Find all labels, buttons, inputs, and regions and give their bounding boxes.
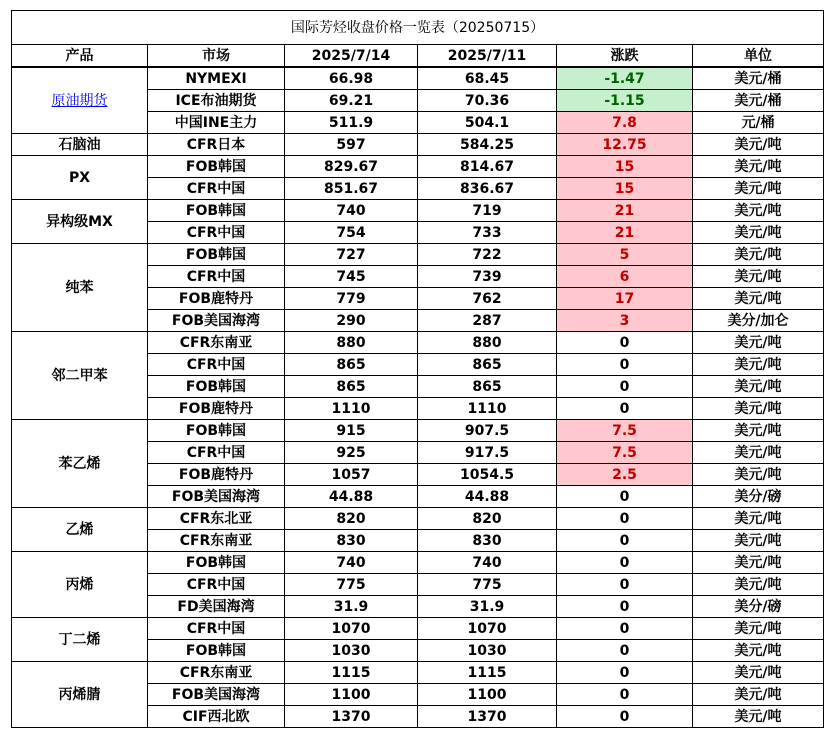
change-cell: 0 [557,552,693,574]
table-row [12,618,824,640]
price-date-2-cell: 68.45 [418,67,557,90]
market-cell: FOB鹿特丹 [148,464,285,486]
change-cell: 7.8 [557,112,693,134]
header-unit: 单位 [693,45,824,68]
price-date-2-cell: 1110 [418,398,557,420]
market-cell: FOB韩国 [148,376,285,398]
price-date-2-cell: 733 [418,222,557,244]
unit-cell: 美元/吨 [693,640,824,662]
header-date-2: 2025/7/11 [418,45,557,68]
price-date-1-cell: 727 [285,244,418,266]
price-date-1-cell: 925 [285,442,418,464]
unit-cell: 美元/吨 [693,332,824,354]
price-date-2-cell: 31.9 [418,596,557,618]
price-date-1-cell: 745 [285,266,418,288]
header-product: 产品 [12,45,148,68]
market-cell: FOB韩国 [148,640,285,662]
unit-cell: 美元/吨 [693,574,824,596]
price-date-2-cell: 722 [418,244,557,266]
change-cell: 0 [557,354,693,376]
price-date-1-cell: 829.67 [285,156,418,178]
change-cell: 0 [557,398,693,420]
change-cell: 0 [557,618,693,640]
market-cell: CFR中国 [148,618,285,640]
unit-cell: 美元/吨 [693,200,824,222]
price-date-1-cell: 511.9 [285,112,418,134]
market-cell: CFR东北亚 [148,508,285,530]
unit-cell: 美元/吨 [693,530,824,552]
price-date-2-cell: 584.25 [418,134,557,156]
market-cell: CFR中国 [148,354,285,376]
unit-cell: 美元/吨 [693,288,824,310]
price-date-2-cell: 907.5 [418,420,557,442]
price-date-2-cell: 44.88 [418,486,557,508]
change-cell: 0 [557,376,693,398]
market-cell: FOB韩国 [148,156,285,178]
unit-cell: 美元/桶 [693,67,824,90]
price-date-2-cell: 836.67 [418,178,557,200]
price-date-1-cell: 820 [285,508,418,530]
unit-cell: 美元/吨 [693,244,824,266]
table-row [12,134,824,156]
unit-cell: 美元/吨 [693,684,824,706]
product-cell: 乙烯 [12,508,148,552]
change-cell: 0 [557,332,693,354]
header-date-1: 2025/7/14 [285,45,418,68]
market-cell: CFR中国 [148,222,285,244]
market-cell: FOB韩国 [148,552,285,574]
market-cell: FOB韩国 [148,244,285,266]
market-cell: CFR东南亚 [148,530,285,552]
table-row [12,156,824,178]
price-date-1-cell: 1370 [285,706,418,728]
product-cell[interactable] [12,67,148,134]
unit-cell: 美元/吨 [693,706,824,728]
price-date-1-cell: 775 [285,574,418,596]
unit-cell: 美元/吨 [693,662,824,684]
price-date-2-cell: 719 [418,200,557,222]
unit-cell: 美元/吨 [693,398,824,420]
price-date-1-cell: 851.67 [285,178,418,200]
header-change: 涨跌 [557,45,693,68]
price-date-1-cell: 779 [285,288,418,310]
market-cell: FOB美国海湾 [148,684,285,706]
price-date-1-cell: 597 [285,134,418,156]
price-date-1-cell: 740 [285,200,418,222]
unit-cell: 美元/吨 [693,354,824,376]
market-cell: FOB鹿特丹 [148,398,285,420]
change-cell: 0 [557,684,693,706]
price-date-1-cell: 915 [285,420,418,442]
price-date-1-cell: 865 [285,376,418,398]
table-row [12,420,824,442]
product-cell: 丁二烯 [12,618,148,662]
table-row [12,552,824,574]
market-cell: CFR东南亚 [148,332,285,354]
unit-cell: 美元/吨 [693,222,824,244]
price-date-2-cell: 739 [418,266,557,288]
price-date-2-cell: 1054.5 [418,464,557,486]
price-date-2-cell: 504.1 [418,112,557,134]
unit-cell: 美元/吨 [693,178,824,200]
product-cell: 苯乙烯 [12,420,148,508]
price-date-1-cell: 1070 [285,618,418,640]
price-date-2-cell: 1115 [418,662,557,684]
price-date-1-cell: 66.98 [285,67,418,90]
table-row [12,332,824,354]
price-date-1-cell: 44.88 [285,486,418,508]
product-cell: PX [12,156,148,200]
price-date-1-cell: 865 [285,354,418,376]
market-cell: FOB鹿特丹 [148,288,285,310]
change-cell: 0 [557,486,693,508]
price-date-1-cell: 740 [285,552,418,574]
unit-cell: 美元/吨 [693,420,824,442]
market-cell: CFR中国 [148,442,285,464]
change-cell: 21 [557,222,693,244]
price-date-1-cell: 1110 [285,398,418,420]
change-cell: 2.5 [557,464,693,486]
change-cell: 0 [557,662,693,684]
unit-cell: 美元/吨 [693,464,824,486]
market-cell: CFR中国 [148,266,285,288]
market-cell: CFR日本 [148,134,285,156]
change-cell: 17 [557,288,693,310]
change-cell: 5 [557,244,693,266]
price-date-2-cell: 917.5 [418,442,557,464]
price-date-1-cell: 1100 [285,684,418,706]
price-date-2-cell: 762 [418,288,557,310]
market-cell: FOB韩国 [148,420,285,442]
price-date-1-cell: 880 [285,332,418,354]
change-cell: 21 [557,200,693,222]
unit-cell: 美元/吨 [693,552,824,574]
price-date-1-cell: 69.21 [285,90,418,112]
change-cell: 15 [557,156,693,178]
price-date-2-cell: 1030 [418,640,557,662]
market-cell: CFR中国 [148,574,285,596]
change-cell: 0 [557,640,693,662]
product-cell: 异构级MX [12,200,148,244]
table-row [12,244,824,266]
unit-cell: 美元/桶 [693,90,824,112]
change-cell: 0 [557,706,693,728]
market-cell: 中国INE主力 [148,112,285,134]
price-date-2-cell: 1070 [418,618,557,640]
price-date-2-cell: 775 [418,574,557,596]
market-cell: FOB美国海湾 [148,310,285,332]
unit-cell: 美元/吨 [693,618,824,640]
price-date-1-cell: 754 [285,222,418,244]
price-date-2-cell: 820 [418,508,557,530]
unit-cell: 美分/磅 [693,486,824,508]
table-row [12,67,824,90]
change-cell: 7.5 [557,442,693,464]
market-cell: ICE布油期货 [148,90,285,112]
unit-cell: 美元/吨 [693,508,824,530]
change-cell: 0 [557,596,693,618]
change-cell: 6 [557,266,693,288]
change-cell: 0 [557,574,693,596]
product-cell: 丙烯 [12,552,148,618]
unit-cell: 美元/吨 [693,156,824,178]
change-cell: 7.5 [557,420,693,442]
price-date-2-cell: 865 [418,354,557,376]
change-cell: 12.75 [557,134,693,156]
price-date-2-cell: 865 [418,376,557,398]
table-row [12,662,824,684]
price-date-1-cell: 1030 [285,640,418,662]
table-row [12,200,824,222]
price-date-1-cell: 1115 [285,662,418,684]
price-date-1-cell: 1057 [285,464,418,486]
change-cell: 0 [557,508,693,530]
product-cell: 石脑油 [12,134,148,156]
price-date-2-cell: 880 [418,332,557,354]
market-cell: CFR中国 [148,178,285,200]
change-cell: 0 [557,530,693,552]
table-row [12,508,824,530]
header-market: 市场 [148,45,285,68]
unit-cell: 美元/吨 [693,266,824,288]
change-cell: -1.47 [557,67,693,90]
product-cell: 邻二甲苯 [12,332,148,420]
change-cell: 15 [557,178,693,200]
unit-cell: 美元/吨 [693,376,824,398]
change-cell: 3 [557,310,693,332]
price-date-2-cell: 70.36 [418,90,557,112]
price-date-2-cell: 287 [418,310,557,332]
price-date-1-cell: 31.9 [285,596,418,618]
unit-cell: 美元/吨 [693,134,824,156]
market-cell: FOB美国海湾 [148,486,285,508]
market-cell: FOB韩国 [148,200,285,222]
product-link[interactable]: 原油期货 [51,92,108,109]
unit-cell: 元/桶 [693,112,824,134]
price-table [11,10,824,728]
product-cell: 丙烯腈 [12,662,148,728]
price-date-2-cell: 1370 [418,706,557,728]
price-date-2-cell: 740 [418,552,557,574]
product-cell: 纯苯 [12,244,148,332]
price-date-2-cell: 1100 [418,684,557,706]
price-date-2-cell: 830 [418,530,557,552]
change-cell: -1.15 [557,90,693,112]
price-date-2-cell: 814.67 [418,156,557,178]
unit-cell: 美分/加仑 [693,310,824,332]
market-cell: FD美国海湾 [148,596,285,618]
table-title: 国际芳烃收盘价格一览表（20250715） [12,11,824,45]
market-cell: CFR东南亚 [148,662,285,684]
unit-cell: 美分/磅 [693,596,824,618]
market-cell: NYMEXI [148,67,285,90]
price-date-1-cell: 290 [285,310,418,332]
price-date-1-cell: 830 [285,530,418,552]
market-cell: CIF西北欧 [148,706,285,728]
unit-cell: 美元/吨 [693,442,824,464]
